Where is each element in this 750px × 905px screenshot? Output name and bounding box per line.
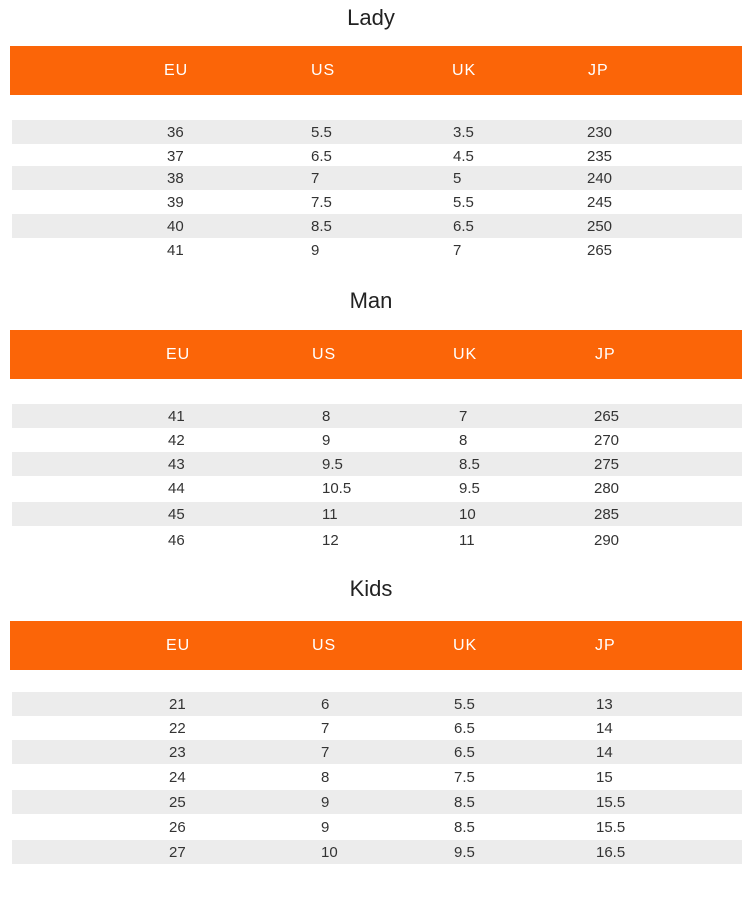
table-row <box>12 120 742 144</box>
kids-title: Kids <box>349 576 393 601</box>
cell-us: 5.5 <box>311 124 332 141</box>
man-header-eu: EU <box>166 346 191 363</box>
table-row <box>12 840 742 864</box>
table-row <box>12 716 742 740</box>
table-row <box>12 238 742 262</box>
cell-jp: 15.5 <box>596 794 626 811</box>
cell-eu: 27 <box>169 844 186 861</box>
cell-us: 9 <box>311 242 320 259</box>
cell-uk: 11 <box>459 532 475 549</box>
cell-jp: 290 <box>594 532 620 549</box>
cell-uk: 3.5 <box>453 124 474 141</box>
cell-us: 6 <box>321 696 330 713</box>
cell-uk: 6.5 <box>454 744 475 761</box>
lady-header <box>10 46 742 95</box>
table-row <box>12 214 742 238</box>
cell-us: 9.5 <box>322 456 343 473</box>
cell-uk: 5.5 <box>453 194 474 211</box>
cell-uk: 7 <box>453 242 462 259</box>
cell-us: 7 <box>321 744 330 761</box>
man-header-jp: JP <box>595 346 616 363</box>
cell-eu: 40 <box>167 218 184 235</box>
cell-eu: 22 <box>169 720 186 737</box>
cell-eu: 24 <box>169 769 186 786</box>
cell-us: 7 <box>321 720 330 737</box>
cell-eu: 45 <box>168 506 185 523</box>
cell-jp: 14 <box>596 720 613 737</box>
table-row <box>12 815 742 839</box>
lady-header-jp: JP <box>588 62 609 79</box>
table-row <box>12 190 742 214</box>
cell-eu: 25 <box>169 794 186 811</box>
table-row <box>12 790 742 814</box>
lady-header-eu: EU <box>164 62 189 79</box>
cell-jp: 235 <box>587 148 613 165</box>
lady-header-us: US <box>311 62 336 79</box>
man-title: Man <box>349 288 393 313</box>
cell-jp: 270 <box>594 432 620 449</box>
cell-eu: 26 <box>169 819 186 836</box>
table-row <box>12 404 742 428</box>
table-row <box>12 144 742 168</box>
table-row <box>12 740 742 764</box>
cell-jp: 13 <box>596 696 613 713</box>
cell-jp: 285 <box>594 506 620 523</box>
table-row <box>12 692 742 716</box>
cell-us: 10.5 <box>322 480 352 497</box>
cell-eu: 21 <box>169 696 186 713</box>
kids-header-uk: UK <box>453 637 478 654</box>
cell-us: 8.5 <box>311 218 332 235</box>
kids-header-us: US <box>312 637 337 654</box>
cell-eu: 41 <box>167 242 184 259</box>
cell-jp: 15 <box>596 769 613 786</box>
cell-uk: 8.5 <box>454 819 475 836</box>
lady-title: Lady <box>347 5 395 30</box>
cell-us: 9 <box>321 794 330 811</box>
cell-eu: 38 <box>167 170 184 187</box>
cell-us: 10 <box>321 844 338 861</box>
cell-eu: 42 <box>168 432 185 449</box>
cell-uk: 6.5 <box>453 218 474 235</box>
man-header-uk: UK <box>453 346 478 363</box>
cell-jp: 245 <box>587 194 613 211</box>
cell-eu: 37 <box>167 148 184 165</box>
cell-eu: 44 <box>168 480 185 497</box>
cell-eu: 39 <box>167 194 184 211</box>
cell-uk: 10 <box>459 506 476 523</box>
cell-jp: 16.5 <box>596 844 626 861</box>
cell-jp: 230 <box>587 124 613 141</box>
cell-uk: 8.5 <box>459 456 480 473</box>
table-row <box>12 528 742 552</box>
table-row <box>12 166 742 190</box>
cell-us: 9 <box>321 819 330 836</box>
cell-us: 11 <box>322 506 338 523</box>
cell-jp: 250 <box>587 218 613 235</box>
cell-jp: 240 <box>587 170 613 187</box>
cell-us: 8 <box>322 408 331 425</box>
cell-uk: 7 <box>459 408 468 425</box>
kids-header-eu: EU <box>166 637 191 654</box>
cell-uk: 9.5 <box>454 844 475 861</box>
cell-uk: 7.5 <box>454 769 475 786</box>
table-row <box>12 476 742 500</box>
cell-uk: 6.5 <box>454 720 475 737</box>
cell-uk: 8.5 <box>454 794 475 811</box>
cell-jp: 275 <box>594 456 620 473</box>
cell-eu: 23 <box>169 744 186 761</box>
cell-eu: 43 <box>168 456 185 473</box>
man-header <box>10 330 742 379</box>
cell-eu: 36 <box>167 124 184 141</box>
cell-eu: 41 <box>168 408 185 425</box>
cell-eu: 46 <box>168 532 185 549</box>
cell-jp: 15.5 <box>596 819 626 836</box>
cell-us: 7 <box>311 170 320 187</box>
cell-uk: 8 <box>459 432 468 449</box>
cell-jp: 265 <box>587 242 613 259</box>
cell-uk: 5.5 <box>454 696 475 713</box>
cell-us: 9 <box>322 432 331 449</box>
cell-us: 8 <box>321 769 330 786</box>
cell-us: 7.5 <box>311 194 332 211</box>
cell-uk: 4.5 <box>453 148 474 165</box>
cell-uk: 9.5 <box>459 480 480 497</box>
lady-header-uk: UK <box>452 62 477 79</box>
cell-uk: 5 <box>453 170 462 187</box>
kids-header <box>10 621 742 670</box>
cell-us: 6.5 <box>311 148 332 165</box>
table-row <box>12 428 742 452</box>
table-row <box>12 502 742 526</box>
cell-jp: 280 <box>594 480 620 497</box>
man-header-us: US <box>312 346 337 363</box>
table-row <box>12 765 742 789</box>
cell-us: 12 <box>322 532 339 549</box>
kids-header-jp: JP <box>595 637 616 654</box>
cell-jp: 265 <box>594 408 620 425</box>
table-row <box>12 452 742 476</box>
cell-jp: 14 <box>596 744 613 761</box>
